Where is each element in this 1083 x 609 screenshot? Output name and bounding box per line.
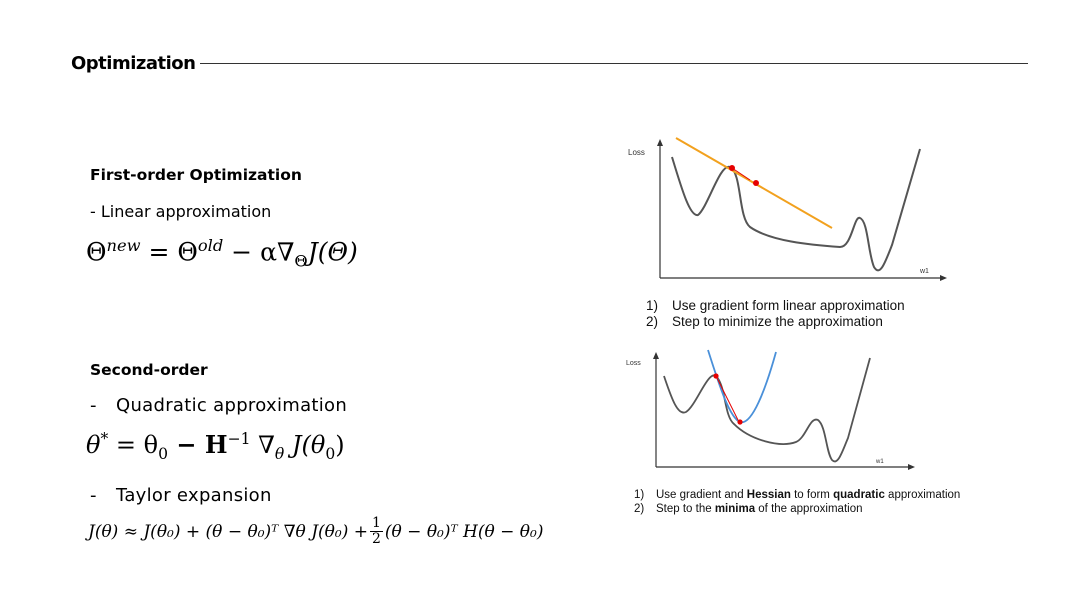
note2-2-num: 2) [634,503,645,515]
second-order-heading: Second-order [90,361,208,379]
note-1-num: 1) [646,298,659,313]
note2-2-a: Step to the [656,503,715,515]
second-order-diagram [620,348,920,473]
note2-1-c: to form [790,489,834,501]
start-point-2 [713,373,718,378]
eq-new: new [106,236,141,255]
eq1-eq: = θ [108,431,159,459]
x-axis-label: w1 [920,268,929,275]
note-1-text: Use gradient form linear approximation [672,298,905,313]
eq2-main: J(θ) ≈ J(θ₀) + (θ − θ₀)ᵀ ∇θ J(θ₀) + [88,521,368,542]
loss-curve-2 [664,358,870,461]
x-axis-label-2: w1 [876,459,884,465]
note2-2 [634,502,960,516]
eq-theta: Θ [86,237,107,267]
quadratic-approximation [708,350,776,422]
note-2 [646,314,905,330]
eq-rest: − α∇ [223,237,295,267]
first-order-notes [646,298,905,330]
eq1-j: J(θ [284,431,326,459]
eq-sub: Θ [294,251,308,271]
note2-1 [634,488,960,502]
note2-1-b: Hessian [746,489,791,501]
eq1-sub-theta: θ [274,444,285,463]
loss-curve [672,149,920,270]
note-1 [646,298,905,314]
y-axis-label-2: Loss [626,360,641,367]
eq1-sub0b: 0 [325,444,336,463]
newton-update-equation [86,430,345,463]
eq2-half-num: 1 [371,515,381,531]
eq1-theta: θ [86,431,101,459]
note2-1-a: Use gradient and [656,489,747,501]
eq1-inverse: −1 [227,430,251,448]
bullet-dash-2: - [90,485,97,506]
note2-1-e: approximation [884,489,961,501]
second-order-notes [634,488,960,516]
note2-2-b: minima [714,503,756,515]
eq1-hessian: − H [168,430,228,459]
note2-1-d: quadratic [833,489,885,501]
bullet-dash: - [90,395,97,416]
first-order-diagram [620,135,950,285]
eq2-half [370,516,383,547]
eq-old: old [197,236,224,255]
note-2-num: 2) [646,314,659,329]
note-2-text: Step to minimize the approximation [672,314,883,329]
note2-1-num: 1) [634,489,645,501]
first-order-update-equation [86,236,358,270]
newton-step-arrow [716,376,738,420]
eq-tail: J(Θ) [307,237,358,267]
eq1-sub0: 0 [158,444,168,463]
eq1-close: ) [335,431,345,459]
note2-2-c: of the approximation [755,503,863,515]
bullet-text-2: Taylor expansion [116,485,272,506]
eq1-nabla: ∇ [250,431,275,459]
y-axis-label: Loss [628,148,645,157]
next-point [753,180,759,186]
title-divider [200,63,1028,64]
eq2-tail: (θ − θ₀)ᵀ H(θ − θ₀) [384,521,544,542]
taylor-expansion-equation [88,516,543,547]
y-axis-arrow-icon [657,139,663,146]
quadratic-approx-bullet [90,395,347,416]
eq2-half-den: 2 [371,531,381,547]
start-point [729,165,735,171]
x-axis-arrow-icon [940,275,947,281]
bullet-text: Quadratic approximation [116,395,348,416]
eq-equals: = Θ [140,237,198,267]
first-order-heading: First-order Optimization [90,166,302,184]
taylor-expansion-bullet [90,485,272,506]
linear-approx-bullet: - Linear approximation [90,202,272,221]
minimum-point [737,419,742,424]
eq1-star: * [100,430,109,448]
y-axis-arrow-icon-2 [653,352,659,359]
page-title: Optimization [71,53,196,74]
x-axis-arrow-icon-2 [908,464,915,470]
